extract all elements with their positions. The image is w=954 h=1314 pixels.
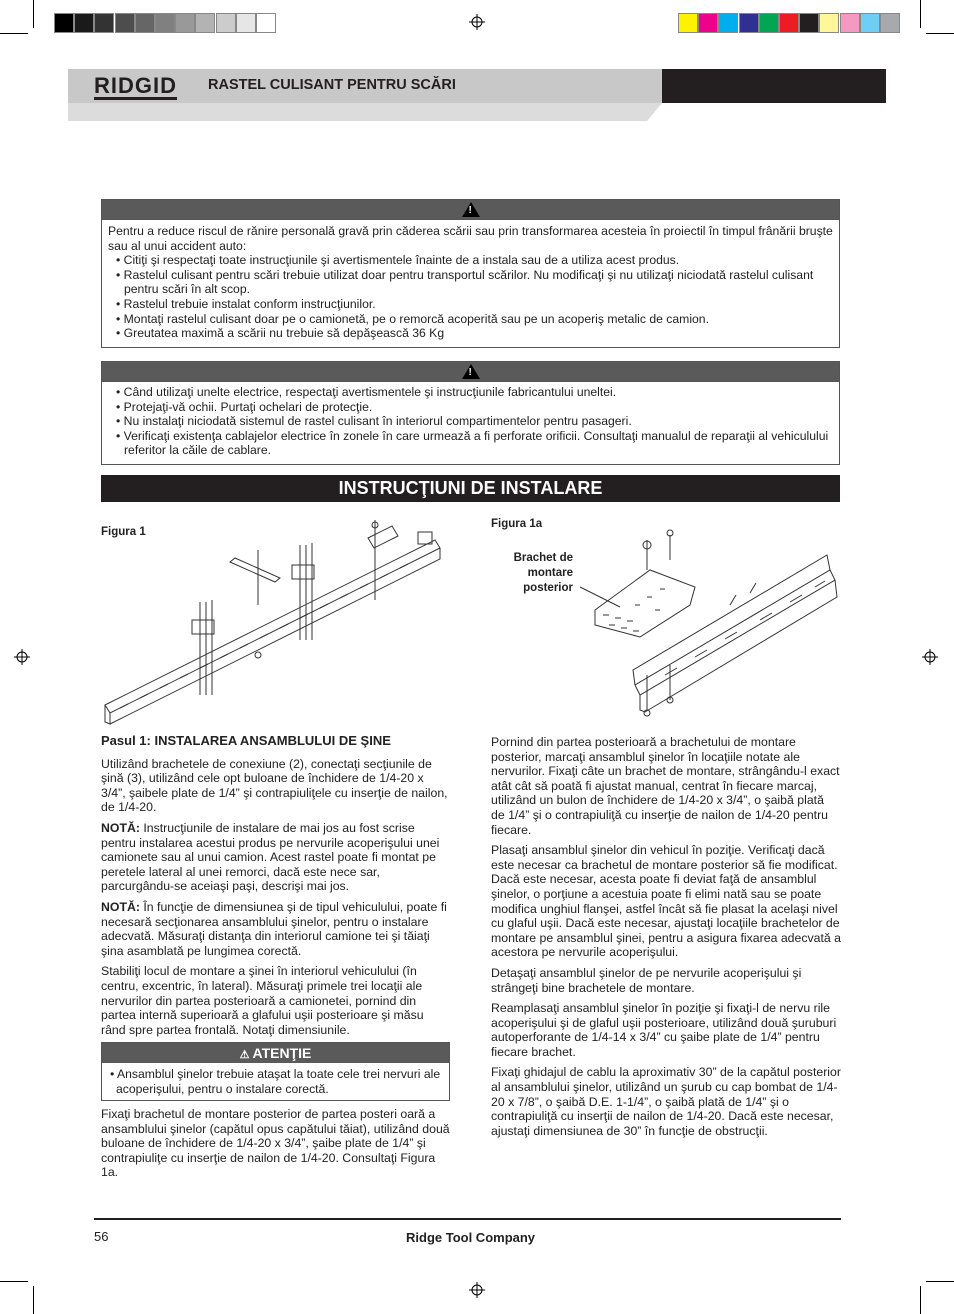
registration-mark-icon xyxy=(469,1282,485,1298)
gray-swatch xyxy=(216,13,236,33)
figure-1a-label: Figura 1a xyxy=(491,518,543,530)
footer-rule xyxy=(94,1218,841,1220)
caution-title: ATENŢIE xyxy=(252,1045,312,1061)
gray-swatch xyxy=(74,13,94,33)
caution-box xyxy=(101,1042,450,1101)
warning-item: • Citiţi şi respectaţi toate instrucţiunile şi avertismentele înainte de a instala sau de a utiliza acest produs. xyxy=(116,253,680,268)
gray-swatch xyxy=(236,13,256,33)
right-column xyxy=(491,735,841,1144)
page-number: 56 xyxy=(94,1229,109,1244)
warning-item: • Greutatea maximă a scării nu trebuie să depăşească 36 Kg xyxy=(116,326,445,341)
note-label: NOTĂ: xyxy=(101,820,140,835)
left-column xyxy=(101,734,450,1043)
paragraph: Fixaţi ghidajul de cablu la aproximativ 30” de la capătul posterior al ansamblului şinelor, utilizând un şurub cu cap bombat de 1/4-20 x 7/8”, o şaibă D.E. 1-1/4”, o şaibă plată de 1/4” şi o contrapiuliţă cu inserţii de nailon de 1/4-20. Dacă este necesar, ajustaţi dimensiunea de 30” în funcţie de obstrucţii. xyxy=(491,1065,841,1138)
warning-box-1 xyxy=(101,199,840,348)
footer-company: Ridge Tool Company xyxy=(406,1230,536,1245)
figure-1-label: Figura 1 xyxy=(101,526,146,538)
left-column-continued xyxy=(101,1107,450,1186)
registration-mark-icon xyxy=(922,649,938,665)
color-swatch xyxy=(880,13,900,33)
warning-header xyxy=(102,362,839,382)
note-text: În funcţie de dimensiunea şi de tipul vehiculului, poate fi necesară secţionarea ansamblului şinelor, pentru o instalare adecvată. Măsuraţi distanţa din interiorul camione tei şi tăiaţi şina asamblată pe lungimea corectă. xyxy=(101,899,447,958)
crop-mark xyxy=(0,1281,28,1282)
note-paragraph xyxy=(101,821,450,894)
crop-mark xyxy=(926,33,954,34)
warning-header xyxy=(102,200,839,220)
paragraph: Stabiliţi locul de montare a şinei în interiorul vehiculului (în centru, excentric, în lateral). Măsuraţi primele trei locaţii ale nervurilor din partea posterioară a camionetei, pornind din partea internă superioară a glafului uşii posterioare şi măsu rând spre partea frontală. Notaţi dimensiunile. xyxy=(101,964,424,1037)
gray-swatch xyxy=(115,13,135,33)
bracket-callout-line-2: montare xyxy=(527,567,573,579)
gray-swatch xyxy=(155,13,175,33)
gray-swatch xyxy=(94,13,114,33)
registration-mark-icon xyxy=(469,14,485,30)
gray-swatch xyxy=(195,13,215,33)
warning-item: • Nu instalaţi niciodată sistemul de rastel culisant în interiorul compartimentelor pentru pasageri. xyxy=(116,414,632,429)
caution-item: • Ansamblul şinelor trebuie ataşat la toate cele trei nervuri ale acoperişului, pentru o instalare corectă. xyxy=(110,1067,441,1096)
header-black-block xyxy=(662,69,886,103)
warning-triangle-icon: ⚠ xyxy=(239,1049,253,1061)
gray-swatch xyxy=(256,13,276,33)
caution-header xyxy=(102,1043,449,1063)
color-swatch xyxy=(819,13,839,33)
step-1-title: Pasul 1: INSTALAREA ANSAMBLULUI DE ŞINE xyxy=(101,733,391,748)
gray-swatch xyxy=(135,13,155,33)
warning-intro: Pentru a reduce riscul de rănire personală gravă prin căderea scării sau prin transformarea acesteia în proiectil în timpul frânării bruşte sau al unui accident auto: xyxy=(108,224,833,253)
crop-mark xyxy=(920,0,921,28)
warning-box-2 xyxy=(101,361,840,465)
color-swatch xyxy=(860,13,880,33)
paragraph: Pornind din partea posterioară a brachetului de montare posterior, marcaţi ansamblul şinelor în locaţiile notate ale nervurilor. Fixaţi câte un brachet de montare, strângându-l exact atât cât să poată fi ajustat manual, centrat în fiecare marcaj, utilizând un bulon de închidere de 1/4-20 x 3/4”, o şaibă plată de 1/4” şi o contrapiuliţă cu inserţie de nailon de 1/4-20 pentru fiecare. xyxy=(491,735,840,837)
ridgid-logo: RIDGID xyxy=(94,73,177,98)
figure-1a-rear-bracket-drawing xyxy=(575,525,845,725)
crop-mark xyxy=(926,1281,954,1282)
color-swatch xyxy=(718,13,738,33)
gray-swatch xyxy=(54,13,74,33)
color-swatch xyxy=(739,13,759,33)
crop-mark xyxy=(920,1286,921,1314)
section-title: INSTRUCŢIUNI DE INSTALARE xyxy=(101,475,840,502)
color-swatch xyxy=(840,13,860,33)
header-title: RASTEL CULISANT PENTRU SCĂRI xyxy=(208,77,456,93)
paragraph: Plasaţi ansamblul şinelor din vehicul în poziţie. Verificaţi dacă este necesar ca brachetul de montare posterior să fie modificat. Dacă este necesar, acesta poate fi deviat faţă de ansamblul şinelor, o porţiune a acestuia poate fi elimi nată sau se poate modifica unghiul flanşei, astfel încât să fie plasat la acelaşi nivel cu glaful uşii. Dacă este necesar, ajustaţi locaţiile brachetelor de montare pe ansamblul şinei, pentru a asigura fixarea adecvată a acestora pe nervurile acoperişului. xyxy=(491,843,841,960)
paragraph: Utilizând brachetele de conexiune (2), conectaţi secţiunile de şină (3), utilizând cele opt buloane de închidere de 1/4-20 x 3/4”, şaibele plate de 1/4” şi contrapiuliţele cu inserţie de nailon, de 1/4-20. xyxy=(101,756,448,815)
warning-triangle-icon: ! xyxy=(462,202,480,217)
warning-item: • Verificaţi existenţa cablajelor electrice în zonele în care urmează a fi perforate orificii. Consultaţi manualul de reparaţii al vehiculului referitor la căile de cablare. xyxy=(116,428,829,458)
crop-mark xyxy=(33,1286,34,1314)
color-swatch xyxy=(779,13,799,33)
bracket-callout-line-3: posterior xyxy=(523,582,573,594)
note-label: NOTĂ: xyxy=(101,899,140,914)
figure-1-rail-assembly-drawing xyxy=(100,510,445,725)
warning-item: • Când utilizaţi unelte electrice, respectaţi avertismentele şi instrucţiunile fabricantului uneltei. xyxy=(116,385,617,399)
header-subbar xyxy=(68,103,662,121)
crop-mark xyxy=(33,0,34,28)
warning-item: • Rastelul trebuie instalat conform instrucţiunilor. xyxy=(116,296,376,311)
color-swatch xyxy=(759,13,779,33)
warning-item: • Montaţi rastelul culisant doar pe o camionetă, pe o remorcă acoperită sau pe un acoperiş metalic de camion. xyxy=(116,311,709,326)
paragraph: Detaşaţi ansamblul şinelor de pe nervurile acoperişului şi strângeţi bine brachetele de montare. xyxy=(491,965,802,995)
crop-mark xyxy=(0,33,28,34)
registration-mark-icon xyxy=(14,649,30,665)
gray-swatch xyxy=(175,13,195,33)
color-swatch xyxy=(678,13,698,33)
note-text: Instrucţiunile de instalare de mai jos au fost scrise pentru instalarea acestui produs pe nervurile acoperişului unei camionete sau al unui camion. Acest rastel poate fi montat pe peretele lateral al unei remorci, dacă este nece sar, parcurgându-se aceiaşi paşi, descrişi mai jos. xyxy=(101,820,440,894)
bracket-callout-line-1: Brachet de xyxy=(513,552,573,564)
color-swatch xyxy=(698,13,718,33)
warning-item: • Rastelul culisant pentru scări trebuie utilizat doar pentru transportul scărilor. Nu modificaţi şi nu utilizaţi niciodată rastelul culisant pentru scări în alt scop. xyxy=(116,267,814,297)
color-swatch xyxy=(799,13,819,33)
paragraph: Reamplasaţi ansamblul şinelor în poziţie şi fixaţi-l de nervu rile acoperişului şi de glaful uşii posterioare, utilizând două şuruburi autoperforante de 1/4-14 x 3/4” cu şaibe plate de 1/4” pentru fiecare brachet. xyxy=(491,1001,837,1059)
note-paragraph xyxy=(101,900,450,958)
paragraph: Fixaţi brachetul de montare posterior de partea posteri oară a ansamblului şinelor (capătul opus capătului tăiat), utilizând două buloane de închidere de 1/4-20 x 3/4”, şaibe plate de 1/4” şi contrapiuliţe cu inserţie de nailon de 1/4-20. Consultaţi Figura 1a. xyxy=(101,1107,450,1180)
warning-item: • Protejaţi-vă ochii. Purtaţi ochelari de protecţie. xyxy=(116,399,373,414)
warning-triangle-icon: ! xyxy=(462,364,480,379)
